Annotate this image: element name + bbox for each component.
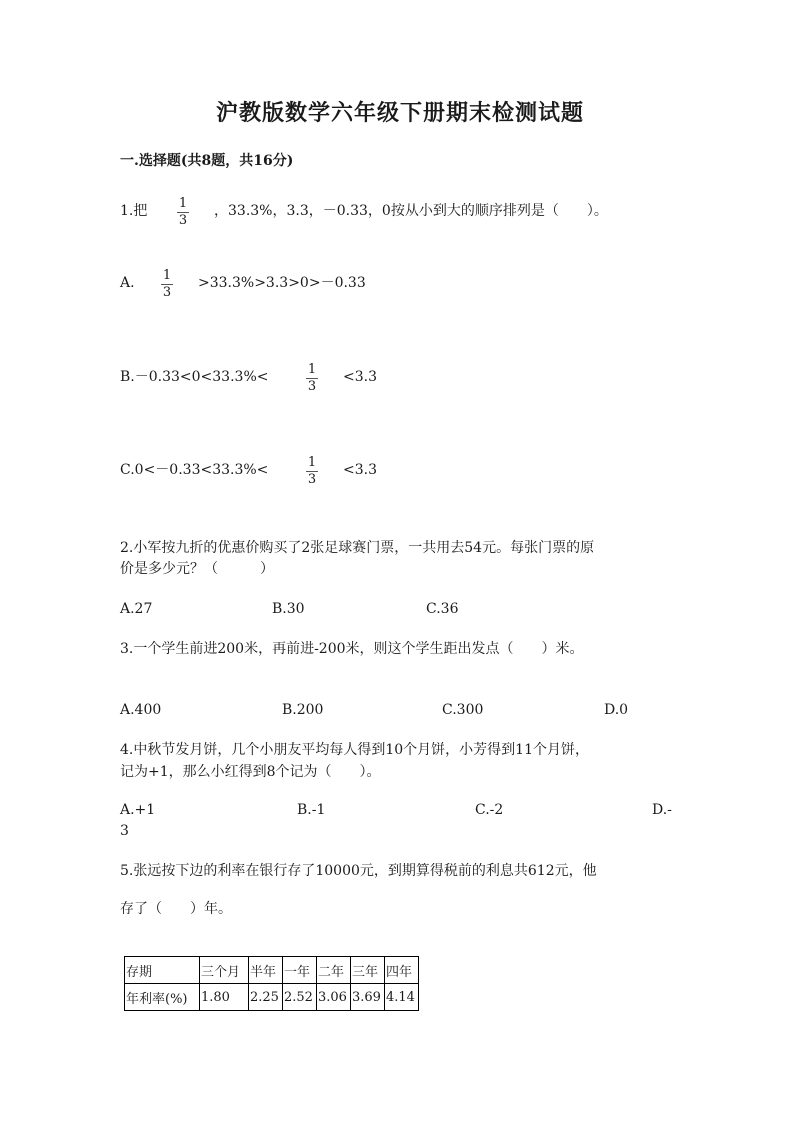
q2-option-c: C.36 (426, 601, 459, 617)
table-cell: 三年 (351, 957, 385, 984)
q4-option-d: D.- (652, 802, 672, 818)
table-header-row (125, 957, 419, 984)
q4-line-1: 4.中秋节发月饼，几个小朋友平均每人得到10个月饼，小芳得到11个月饼， (120, 742, 589, 758)
table-cell: 年利率(%) (125, 984, 200, 1011)
page-title: 沪教版数学六年级下册期末检测试题 (215, 100, 584, 126)
table-cell: 4.14 (385, 984, 419, 1011)
q5-line-2: 存了（ ）年。 (120, 901, 232, 917)
q1-option-b-text: B.－0.33<0<33.3%< (120, 369, 269, 385)
table-cell: 1.80 (200, 984, 249, 1011)
q3-option-d: D.0 (604, 702, 629, 718)
table-cell: 3.69 (351, 984, 385, 1011)
q5-line-1: 5.张远按下边的利率在银行存了10000元，到期算得税前的利息共612元，他 (120, 863, 597, 879)
q1-option-a-fraction (160, 269, 174, 300)
table-cell: 四年 (385, 957, 419, 984)
q1-option-a-text: >33.3%>3.3>0>－0.33 (198, 275, 366, 291)
q3-option-b: B.200 (282, 702, 324, 718)
fraction-denominator: 3 (162, 285, 172, 300)
fraction-denominator: 3 (307, 379, 317, 394)
table-cell: 二年 (317, 957, 351, 984)
q1-prefix: 1.把 (120, 203, 148, 219)
q2-option-a: A.27 (120, 601, 153, 617)
q4-option-d-wrap: 3 (120, 823, 129, 839)
table-cell: 三个月 (200, 957, 249, 984)
table-cell: 半年 (249, 957, 283, 984)
table-row (125, 984, 419, 1011)
q4-option-b: B.-1 (297, 802, 326, 818)
q4-option-c: C.-2 (475, 802, 504, 818)
q1-option-b-fraction (305, 363, 319, 394)
fraction-denominator: 3 (178, 213, 188, 228)
q1-option-c-text: C.0<－0.33<33.3%< (120, 462, 269, 478)
q4-line-2: 记为+1，那么小红得到8个记为（ ）。 (120, 764, 381, 780)
q1-option-c-tail: <3.3 (343, 462, 377, 478)
table-cell: 一年 (283, 957, 317, 984)
table-cell: 3.06 (317, 984, 351, 1011)
fraction-numerator: 1 (307, 455, 317, 470)
fraction-numerator: 1 (162, 268, 172, 283)
fraction-denominator: 3 (307, 472, 317, 487)
q4-option-a: A.+1 (120, 802, 156, 818)
q2-line-2: 价是多少元？（ ） (120, 561, 274, 577)
section-heading: 一.选择题(共8题，共16分) (120, 153, 294, 169)
q2-line-1: 2.小军按九折的优惠价购买了2张足球赛门票，一共用去54元。每张门票的原 (120, 540, 595, 556)
q3-option-c: C.300 (442, 702, 484, 718)
table-cell: 2.52 (283, 984, 317, 1011)
fraction-numerator: 1 (178, 196, 188, 211)
q3-text: 3.一个学生前进200米，再前进-200米，则这个学生距出发点（ ）米。 (120, 641, 584, 657)
q3-option-a: A.400 (120, 702, 162, 718)
q1-option-b-tail: <3.3 (343, 369, 377, 385)
q1-fraction (176, 197, 190, 228)
q2-option-b: B.30 (272, 601, 305, 617)
q1-option-a-label: A. (120, 275, 135, 291)
q1-option-c-fraction (305, 456, 319, 487)
table-cell: 2.25 (249, 984, 283, 1011)
q1-text: ，33.3%，3.3，－0.33，0按从小到大的顺序排列是（ ）。 (214, 203, 608, 219)
interest-rate-table (124, 956, 419, 1011)
table-cell: 存期 (125, 957, 200, 984)
fraction-numerator: 1 (307, 362, 317, 377)
